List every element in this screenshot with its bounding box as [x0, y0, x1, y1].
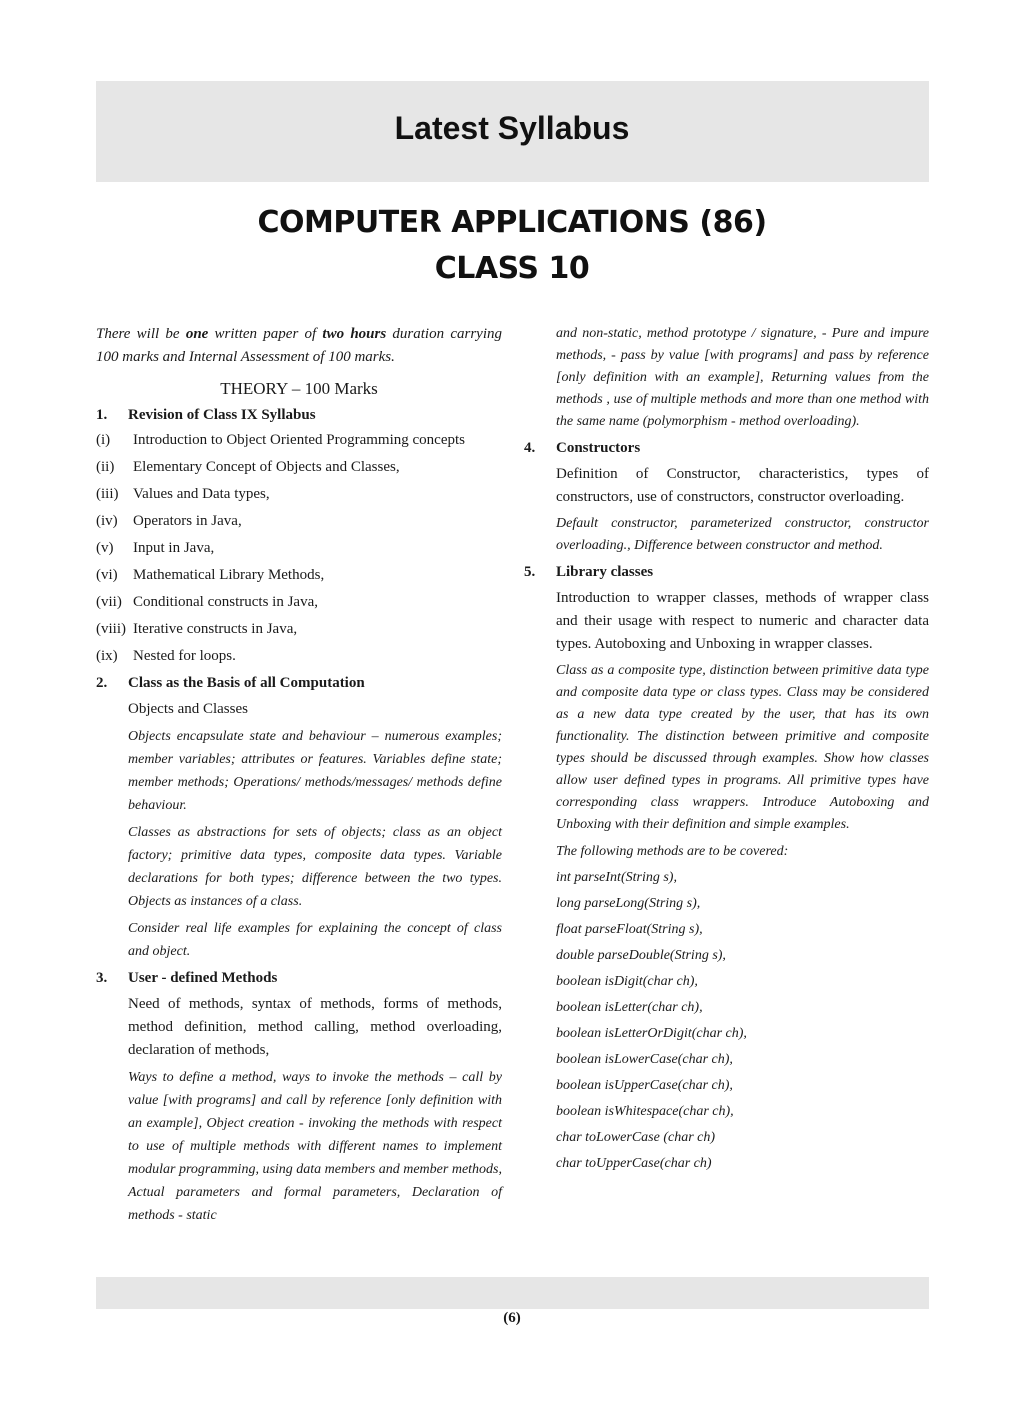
- list-item-text: Mathematical Library Methods,: [133, 567, 325, 583]
- list-item: [96, 537, 502, 560]
- section-paragraph: Objects and Classes: [128, 701, 248, 717]
- class-title: CLASS 10: [434, 251, 590, 286]
- intro-text-1: There will be: [96, 326, 186, 342]
- section-number: 4.: [524, 440, 536, 456]
- list-item: [96, 645, 502, 668]
- method-item: boolean isLowerCase(char ch),: [556, 1052, 733, 1067]
- method-item: float parseFloat(String s),: [556, 922, 703, 937]
- method-item: long parseLong(String s),: [556, 896, 701, 911]
- intro-text-2: written paper of: [208, 326, 323, 342]
- page-number: (6): [503, 1310, 521, 1326]
- method-item: double parseDouble(String s),: [556, 948, 726, 963]
- section-title: Constructors: [556, 440, 641, 456]
- intro-bold-1: one: [185, 326, 209, 342]
- list-marker: (v): [96, 540, 114, 556]
- method-item: boolean isUpperCase(char ch),: [556, 1078, 733, 1093]
- method-item: boolean isWhitespace(char ch),: [556, 1104, 734, 1119]
- section-note: Classes as abstractions for sets of objects; class as an object factory; primitive data types, composite data types. Variable declarations for both types; difference between the two types. Objects as instances of a class.: [128, 825, 502, 909]
- revision-topic-list: [96, 429, 502, 668]
- section-title: Library classes: [556, 564, 654, 580]
- section-paragraph: Need of methods, syntax of methods, forms of methods, method definition, method calling, method overloading, declaration of methods,: [128, 996, 502, 1058]
- list-item: [96, 456, 502, 479]
- list-item-text: Nested for loops.: [133, 648, 236, 664]
- list-item-text: Elementary Concept of Objects and Classes,: [133, 459, 400, 475]
- subject-title: COMPUTER APPLICATIONS (86): [257, 205, 767, 240]
- method-item: boolean isLetter(char ch),: [556, 1000, 703, 1015]
- methods-intro: The following methods are to be covered:: [556, 844, 789, 859]
- list-item: [96, 564, 502, 587]
- section-paragraph: Definition of Constructor, characteristics, types of constructors, use of constructors, constructor overloading.: [556, 466, 929, 505]
- section-note: Class as a composite type, distinction between primitive data type and composite data type or class types. Class may be considered as a new data type created by the user, that has its own functionality. The distinction between primitive and composite types should be discussed through examples. Show how classes allow user defined types in programs. All primitive types have corresponding class wrappers. Introduce Autoboxing and Unboxing with their definition and simple examples.: [556, 663, 929, 832]
- methods-list: [524, 866, 929, 1175]
- intro-paragraph: [96, 323, 502, 369]
- list-marker: (vi): [96, 567, 118, 583]
- list-item: [96, 429, 502, 452]
- method-item: char toLowerCase (char ch): [556, 1130, 716, 1145]
- intro-bold-2: two hours: [322, 326, 387, 342]
- section-heading: [524, 437, 929, 460]
- list-marker: (iv): [96, 513, 118, 529]
- list-item: [96, 591, 502, 614]
- list-item: [96, 483, 502, 506]
- list-item-text: Conditional constructs in Java,: [133, 594, 318, 610]
- list-marker: (ix): [96, 648, 118, 664]
- theory-heading: THEORY – 100 Marks: [220, 379, 378, 398]
- section-number: 3.: [96, 970, 108, 986]
- list-item: [96, 618, 502, 641]
- method-item: int parseInt(String s),: [556, 870, 677, 885]
- section-paragraph: Introduction to wrapper classes, methods of wrapper class and their usage with respect to numeric and character data types. Autoboxing and Unboxing in wrapper classes.: [556, 590, 929, 652]
- section-number: 2.: [96, 675, 108, 691]
- page-title: Latest Syllabus: [394, 110, 630, 146]
- list-item-text: Iterative constructs in Java,: [133, 621, 298, 637]
- section-title: User - defined Methods: [128, 970, 278, 986]
- subject-heading: [0, 200, 1024, 292]
- list-item-text: Operators in Java,: [133, 513, 242, 529]
- left-column: [96, 323, 502, 1231]
- section-heading: [96, 404, 502, 427]
- list-item: [96, 510, 502, 533]
- method-item: boolean isDigit(char ch),: [556, 974, 698, 989]
- section-number: 1.: [96, 407, 108, 423]
- section-title: Class as the Basis of all Computation: [128, 675, 365, 691]
- footer-bar: [96, 1277, 929, 1309]
- list-marker: (vii): [96, 594, 122, 610]
- section-title: Revision of Class IX Syllabus: [128, 407, 316, 423]
- section-note: Ways to define a method, ways to invoke the methods – call by value [with programs] and call by reference [only definition with an example], Object creation - invoking the methods with respect to use of multiple methods with different names to implement modular programming, using data members and member methods, Actual parameters and formal parameters, Declaration of methods - static: [128, 1070, 502, 1223]
- list-item-text: Introduction to Object Oriented Programming concepts: [133, 432, 465, 448]
- intro-text-3: duration carrying 100 marks and Internal Assessment of 100 marks.: [96, 326, 502, 365]
- section-number: 5.: [524, 564, 536, 580]
- list-marker: (ii): [96, 459, 115, 475]
- section-heading: [96, 967, 502, 990]
- list-item-text: Input in Java,: [133, 540, 215, 556]
- section-heading: [96, 672, 502, 695]
- list-marker: (viii): [96, 621, 126, 637]
- right-column: [524, 323, 929, 1178]
- list-marker: (i): [96, 432, 111, 448]
- method-item: boolean isLetterOrDigit(char ch),: [556, 1026, 747, 1041]
- method-item: char toUpperCase(char ch): [556, 1156, 712, 1171]
- section-note: Consider real life examples for explaining the concept of class and object.: [128, 921, 502, 959]
- list-item-text: Values and Data types,: [133, 486, 270, 502]
- section-note: Default constructor, parameterized constructor, constructor overloading., Difference between constructor and method.: [556, 516, 929, 553]
- section-note: Objects encapsulate state and behaviour – numerous examples; member variables; attributes or features. Variables define state; member methods; Operations/ methods/messages/ methods define behaviour.: [128, 729, 502, 813]
- section-note-continued: and non-static, method prototype / signature, - Pure and impure methods, - pass by value [with programs] and pass by reference [only definition with an example], Returning values from the methods , use of multiple methods and more than one method with the same name (polymorphism - method overloading).: [556, 326, 929, 429]
- list-marker: (iii): [96, 486, 119, 502]
- section-heading: [524, 561, 929, 584]
